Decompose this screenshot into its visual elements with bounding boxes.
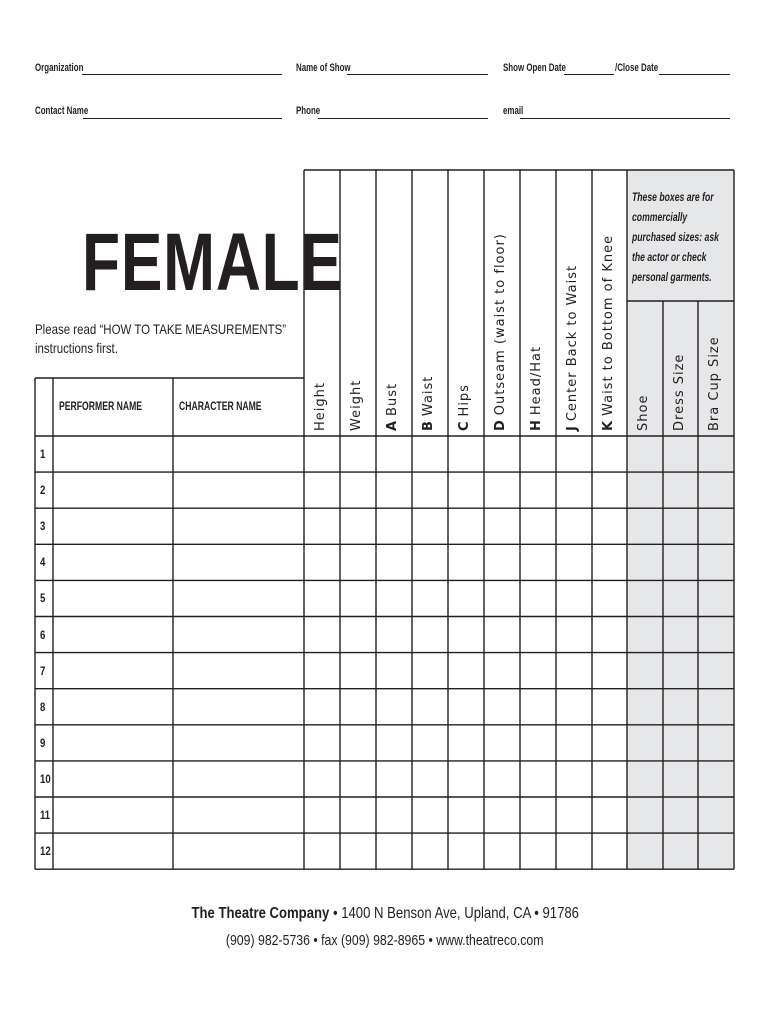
row-number: 10 — [40, 771, 51, 786]
row-number: 3 — [40, 519, 46, 534]
column-label: Center Back to Waist — [565, 264, 580, 422]
row-number: 6 — [40, 627, 46, 642]
footer-address-line — [0, 905, 770, 923]
column-letter: C — [457, 420, 472, 431]
purchased-sizes-note: These boxes are for commercially purchased sizes: ask the actor or check personal garments. — [632, 190, 719, 284]
column-label: Outseam (waist to floor) — [493, 233, 508, 416]
character-name-header: CHARACTER NAME — [179, 399, 262, 413]
column-header-c-4 — [457, 384, 472, 431]
company-name: The Theatre Company — [191, 905, 330, 922]
row-number: 5 — [40, 591, 46, 606]
row-number: 12 — [40, 844, 51, 859]
phone-label: Phone — [296, 105, 321, 117]
name-of-show-label: Name of Show — [296, 62, 351, 74]
row-number: 8 — [40, 699, 46, 714]
column-header-0 — [313, 382, 328, 431]
organization-label: Organization — [35, 62, 84, 74]
column-label: Waist to Bottom of Knee — [601, 234, 616, 416]
column-letter: H — [529, 419, 544, 431]
footer-contact-line — [0, 932, 770, 949]
column-letter: A — [385, 419, 400, 431]
email-label: email — [503, 105, 524, 117]
row-number: 1 — [40, 447, 46, 461]
column-header-a-2 — [385, 383, 400, 431]
row-number: 7 — [40, 663, 46, 678]
instructions-text: Please read “HOW TO TAKE MEASUREMENTS” instructions first. — [35, 321, 287, 356]
column-header-b-3 — [421, 376, 436, 431]
contact-name-label: Contact Name — [35, 105, 89, 117]
row-number: 4 — [40, 555, 46, 570]
column-header-k-8 — [601, 235, 616, 431]
show-open-date-label: Show Open Date — [503, 62, 566, 74]
column-label: Hips — [457, 384, 472, 417]
column-header-1 — [349, 380, 364, 431]
column-letter: D — [493, 419, 508, 431]
column-label: Weight — [349, 379, 364, 431]
page-title: FEMALE — [82, 217, 343, 308]
column-label: Bust — [385, 382, 400, 416]
purchased-column-header-0: Shoe — [636, 394, 651, 431]
row-number: 2 — [40, 483, 46, 498]
column-label: Height — [313, 382, 328, 431]
column-header-d-5 — [493, 233, 508, 431]
purchased-column-header-2: Bra Cup Size — [707, 336, 722, 431]
row-number: 9 — [40, 735, 46, 750]
column-letter: K — [601, 419, 616, 431]
column-header-h-6 — [529, 346, 544, 431]
column-header-j-7 — [565, 265, 580, 431]
purchased-column-header-1: Dress Size — [672, 353, 687, 431]
performer-name-header: PERFORMER NAME — [59, 399, 143, 413]
column-label: Head/Hat — [529, 345, 544, 416]
company-contact: (909) 982-5736 • fax (909) 982-8965 • www.theatreco.com — [226, 932, 544, 949]
close-date-label: /Close Date — [615, 62, 659, 74]
column-letter: B — [421, 420, 436, 431]
column-letter: J — [565, 425, 580, 431]
company-address: • 1400 N Benson Ave, Upland, CA • 91786 — [329, 905, 579, 922]
column-label: Waist — [421, 375, 436, 417]
row-number: 11 — [40, 808, 51, 822]
